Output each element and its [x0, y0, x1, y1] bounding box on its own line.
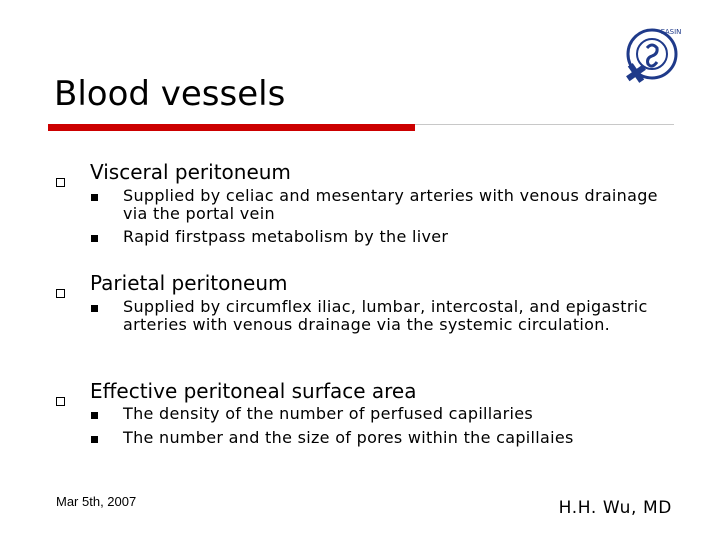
footer-author: H.H. Wu, MD: [558, 498, 672, 518]
bullet-parietal-peritoneum: Parietal peritoneum: [90, 271, 288, 295]
filled-square-bullet-icon: [91, 235, 98, 242]
footer-date: Mar 5th, 2007: [56, 494, 137, 509]
organization-logo-icon: [614, 24, 686, 96]
hollow-square-bullet-icon: [56, 178, 65, 187]
sub-bullet-text: Supplied by circumflex iliac, lumbar, intercostal, and epigastric arteries with venous drainage via the systemic circulation.: [123, 297, 648, 334]
sub-bullet-text: The number and the size of pores within the capillaies: [123, 428, 574, 447]
sub-bullet-text: Supplied by celiac and mesentary arteries with venous drainage via the portal vein: [123, 186, 658, 223]
sub-bullet-text: Rapid firstpass metabolism by the liver: [123, 227, 449, 246]
filled-square-bullet-icon: [91, 436, 98, 443]
filled-square-bullet-icon: [91, 412, 98, 419]
sub-bullet-text: The density of the number of perfused capillaries: [123, 404, 534, 423]
title-accent-bar: [48, 124, 415, 131]
hollow-square-bullet-icon: [56, 397, 65, 406]
slide-title: Blood vessels: [54, 74, 286, 114]
filled-square-bullet-icon: [91, 305, 98, 312]
bullet-visceral-peritoneum: Visceral peritoneum: [90, 160, 291, 184]
bullet-effective-surface-area: Effective peritoneal surface area: [90, 379, 417, 403]
hollow-square-bullet-icon: [56, 289, 65, 298]
logo-lettering: CASIN: [660, 28, 682, 36]
filled-square-bullet-icon: [91, 194, 98, 201]
